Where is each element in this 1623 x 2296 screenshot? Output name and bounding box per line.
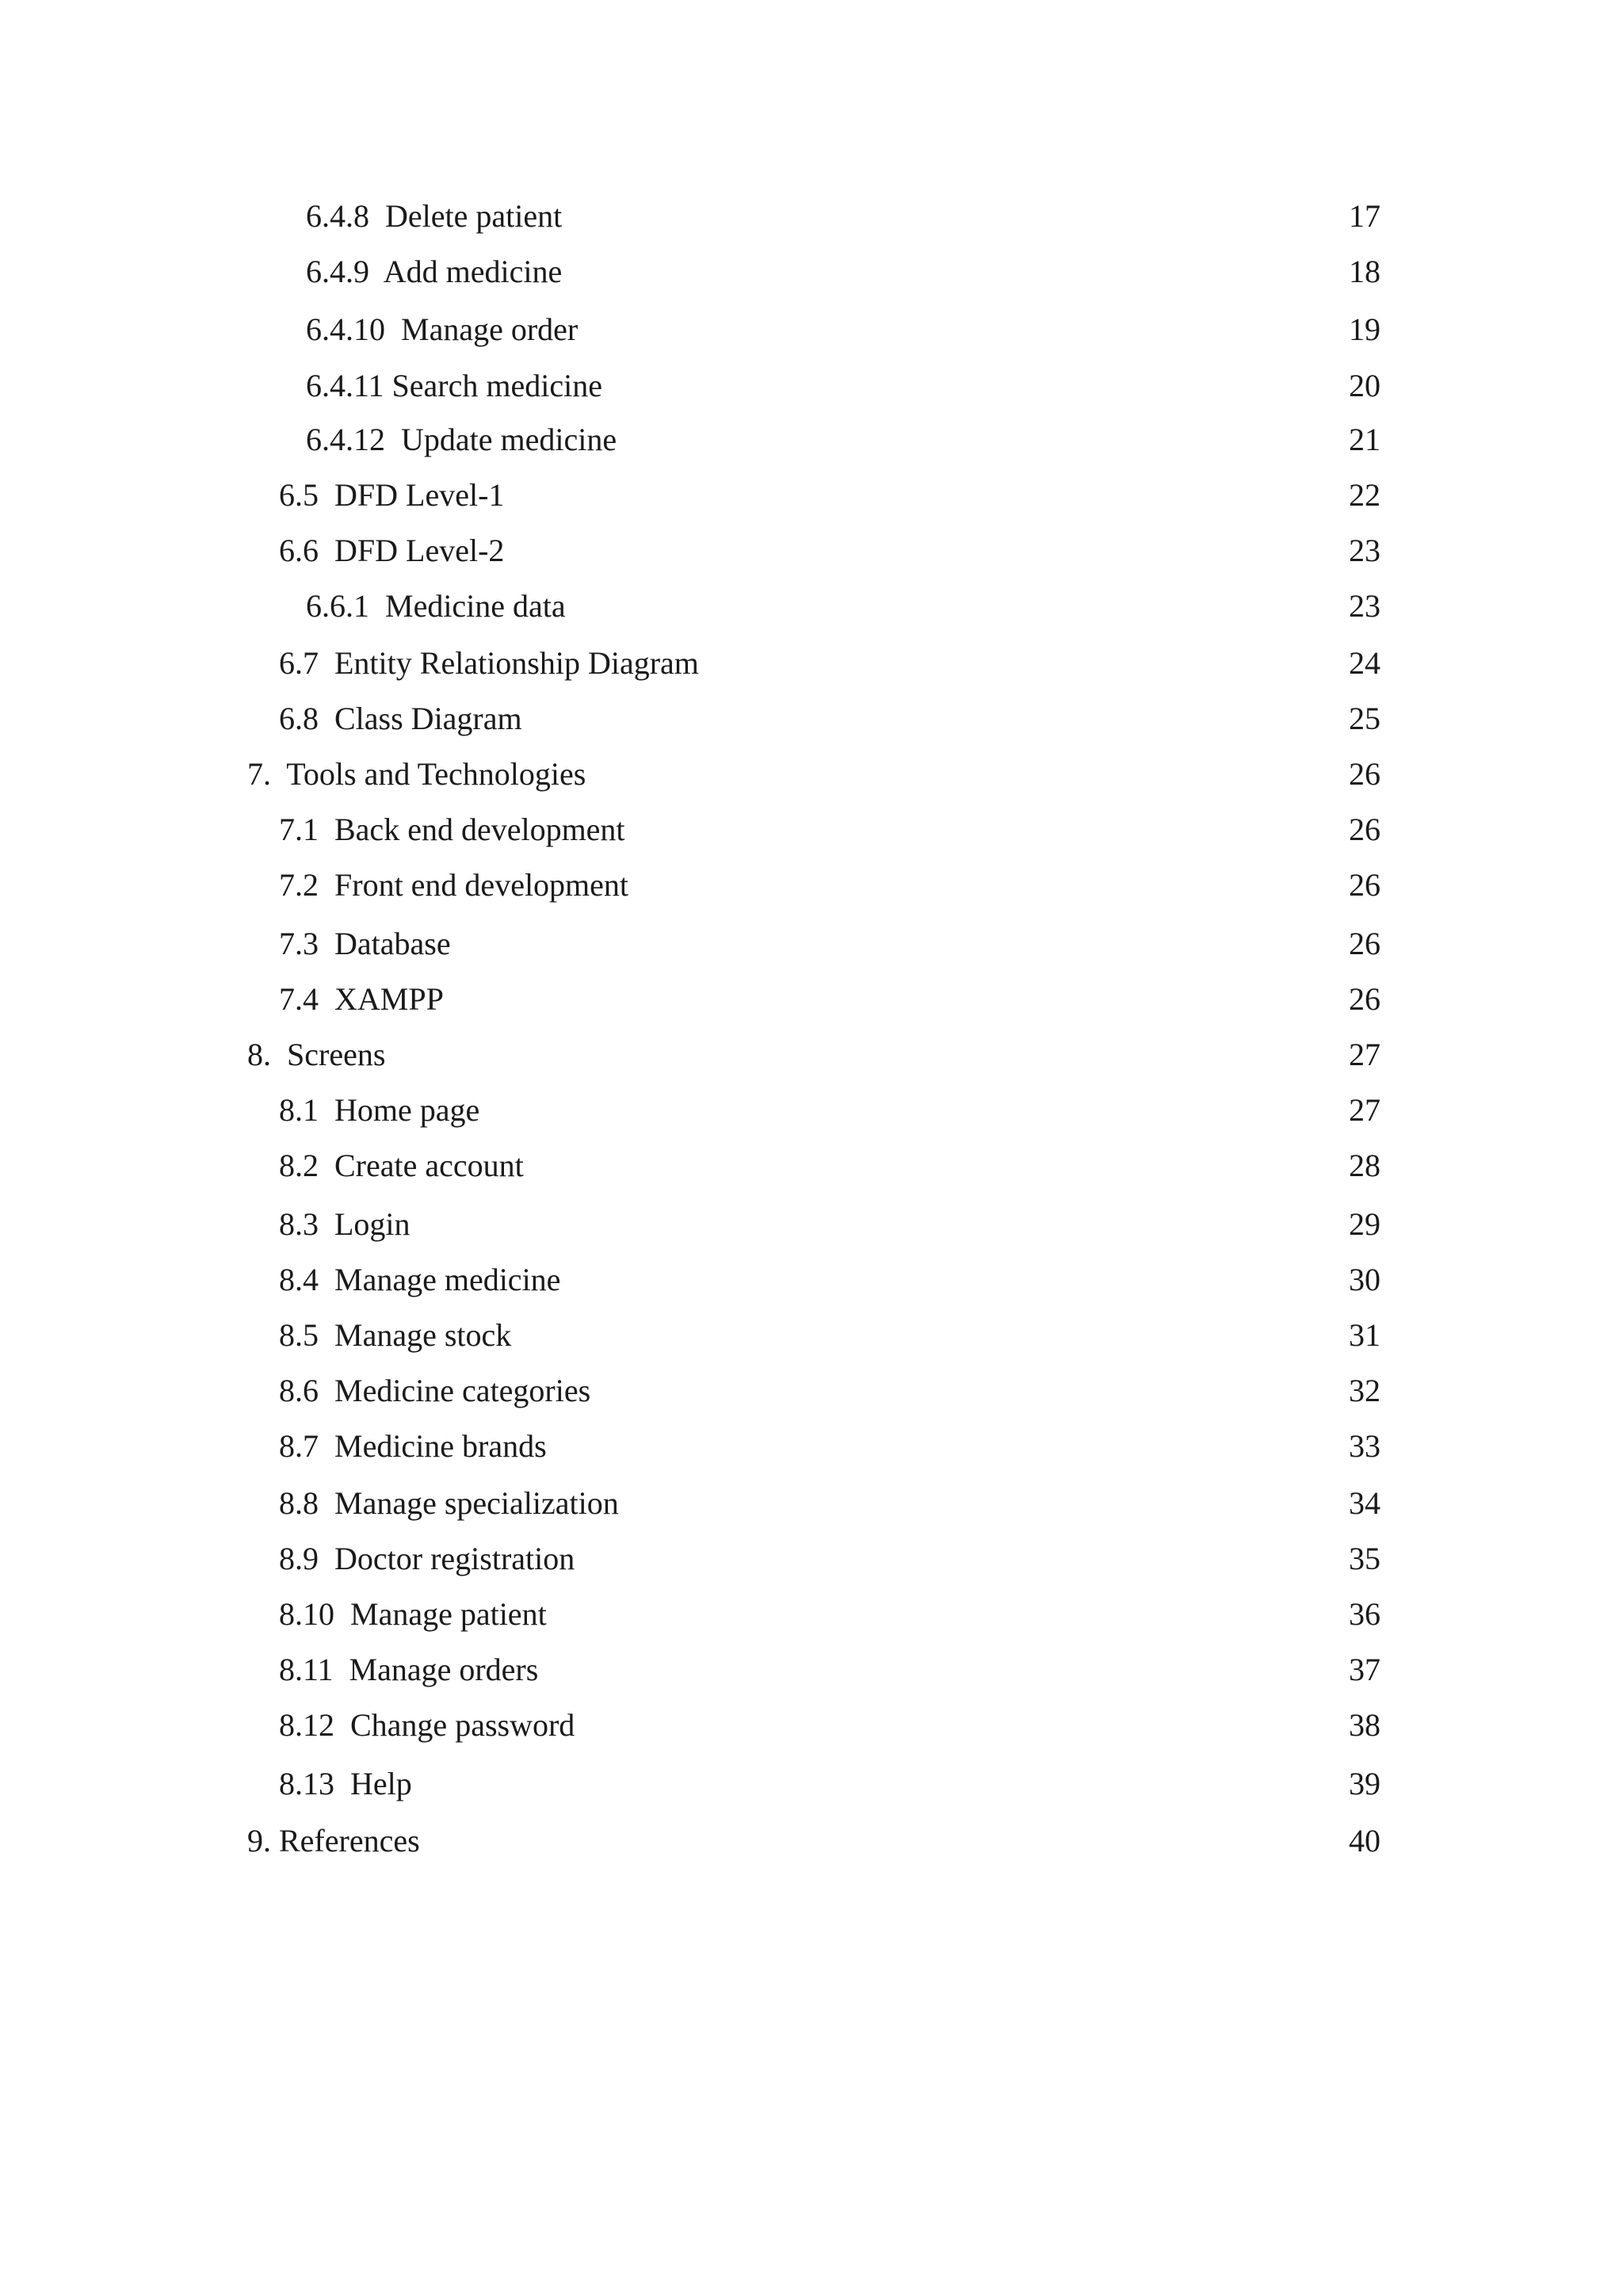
toc-entry-title: 7.1 Back end development [279, 812, 625, 847]
toc-entry-page-number: 26 [1349, 812, 1381, 847]
toc-entry-title: 6.4.12 Update medicine [306, 422, 617, 457]
toc-entry [279, 1595, 1381, 1634]
toc-entry-page-number: 33 [1349, 1428, 1381, 1464]
toc-entry-title: 6.7 Entity Relationship Diagram [279, 645, 699, 681]
toc-entry [279, 1371, 1381, 1411]
toc-entry [279, 1484, 1381, 1523]
toc-entry-title: 8.9 Doctor registration [279, 1541, 575, 1576]
toc-entry-title: 6.5 DFD Level-1 [279, 477, 505, 513]
toc-entry [306, 366, 1381, 406]
toc-entry [306, 420, 1381, 460]
toc-entry-title: 8.5 Manage stock [279, 1317, 512, 1353]
toc-entry [279, 1316, 1381, 1355]
toc-entry-page-number: 37 [1349, 1652, 1381, 1687]
toc-entry-page-number: 20 [1349, 368, 1381, 403]
toc-entry-title: 6.6.1 Medicine data [306, 588, 566, 624]
toc-entry-title: 8.4 Manage medicine [279, 1262, 561, 1297]
toc-entry [247, 1821, 1381, 1861]
toc-entry [279, 699, 1381, 739]
toc-entry-title: 6.8 Class Diagram [279, 701, 522, 736]
toc-entry-title: 8.11 Manage orders [279, 1652, 539, 1687]
toc-entry-page-number: 32 [1349, 1373, 1381, 1408]
toc-entry-page-number: 25 [1349, 701, 1381, 736]
toc-entry [247, 1035, 1381, 1075]
toc-entry [279, 1260, 1381, 1300]
toc-entry [279, 531, 1381, 571]
toc-entry-title: 6.4.11 Search medicine [306, 368, 602, 403]
toc-entry [279, 1091, 1381, 1130]
toc-entry-page-number: 35 [1349, 1541, 1381, 1576]
toc-entry-title: 8.12 Change password [279, 1707, 575, 1743]
toc-entry-title: 7. Tools and Technologies [247, 756, 586, 792]
toc-entry-page-number: 23 [1349, 533, 1381, 568]
toc-entry-title: 7.4 XAMPP [279, 981, 444, 1017]
toc-entry-page-number: 24 [1349, 645, 1381, 681]
toc-entry [306, 252, 1381, 292]
toc-entry [279, 476, 1381, 515]
toc-entry-page-number: 27 [1349, 1037, 1381, 1072]
toc-entry-page-number: 38 [1349, 1707, 1381, 1743]
toc-entry-title: 9. References [247, 1823, 420, 1859]
toc-entry-page-number: 29 [1349, 1206, 1381, 1242]
toc-entry-page-number: 19 [1349, 311, 1381, 347]
toc-entry-page-number: 18 [1349, 254, 1381, 289]
toc-entry-page-number: 26 [1349, 867, 1381, 903]
toc-entry-title: 6.6 DFD Level-2 [279, 533, 505, 568]
toc-entry [279, 810, 1381, 850]
toc-entry-title: 8.1 Home page [279, 1092, 480, 1128]
toc-entry [279, 980, 1381, 1019]
toc-entry-page-number: 34 [1349, 1485, 1381, 1521]
toc-entry-page-number: 36 [1349, 1596, 1381, 1632]
toc-entry-page-number: 26 [1349, 981, 1381, 1017]
toc-entry [279, 924, 1381, 964]
toc-entry-page-number: 27 [1349, 1092, 1381, 1128]
toc-entry-page-number: 21 [1349, 422, 1381, 457]
toc-entry-page-number: 30 [1349, 1262, 1381, 1297]
toc-entry-title: 6.4.8 Delete patient [306, 198, 563, 234]
toc-entry-title: 7.3 Database [279, 926, 451, 961]
toc-entry [279, 644, 1381, 683]
toc-entry-title: 8.10 Manage patient [279, 1596, 547, 1632]
toc-entry-title: 8.8 Manage specialization [279, 1485, 619, 1521]
toc-entry-page-number: 31 [1349, 1317, 1381, 1353]
toc-entry [279, 1650, 1381, 1690]
toc-entry-title: 8.13 Help [279, 1766, 412, 1801]
toc-entry-title: 8.7 Medicine brands [279, 1428, 547, 1464]
toc-entry [279, 1427, 1381, 1466]
toc-entry-page-number: 28 [1349, 1148, 1381, 1183]
toc-entry [279, 1764, 1381, 1804]
toc-entry [306, 310, 1381, 350]
toc-entry-title: 7.2 Front end development [279, 867, 629, 903]
toc-entry-page-number: 26 [1349, 926, 1381, 961]
toc-entry [279, 865, 1381, 905]
toc-entry [279, 1539, 1381, 1579]
toc-entry-page-number: 23 [1349, 588, 1381, 624]
toc-entry [306, 586, 1381, 626]
toc-entry-page-number: 17 [1349, 198, 1381, 234]
toc-entry [279, 1146, 1381, 1186]
toc-entry-title: 8. Screens [247, 1037, 386, 1072]
toc-entry-page-number: 40 [1349, 1823, 1381, 1859]
toc-entry [279, 1205, 1381, 1244]
toc-entry-page-number: 39 [1349, 1766, 1381, 1801]
toc-entry-title: 6.4.9 Add medicine [306, 254, 563, 289]
toc-entry [247, 755, 1381, 794]
toc-entry [279, 1706, 1381, 1745]
toc-entry-title: 8.6 Medicine categories [279, 1373, 591, 1408]
toc-entry-title: 6.4.10 Manage order [306, 311, 579, 347]
toc-entry-page-number: 22 [1349, 477, 1381, 513]
toc-entry [306, 197, 1381, 236]
toc-entry-title: 8.2 Create account [279, 1148, 524, 1183]
toc-entry-title: 8.3 Login [279, 1206, 411, 1242]
toc-entry-page-number: 26 [1349, 756, 1381, 792]
